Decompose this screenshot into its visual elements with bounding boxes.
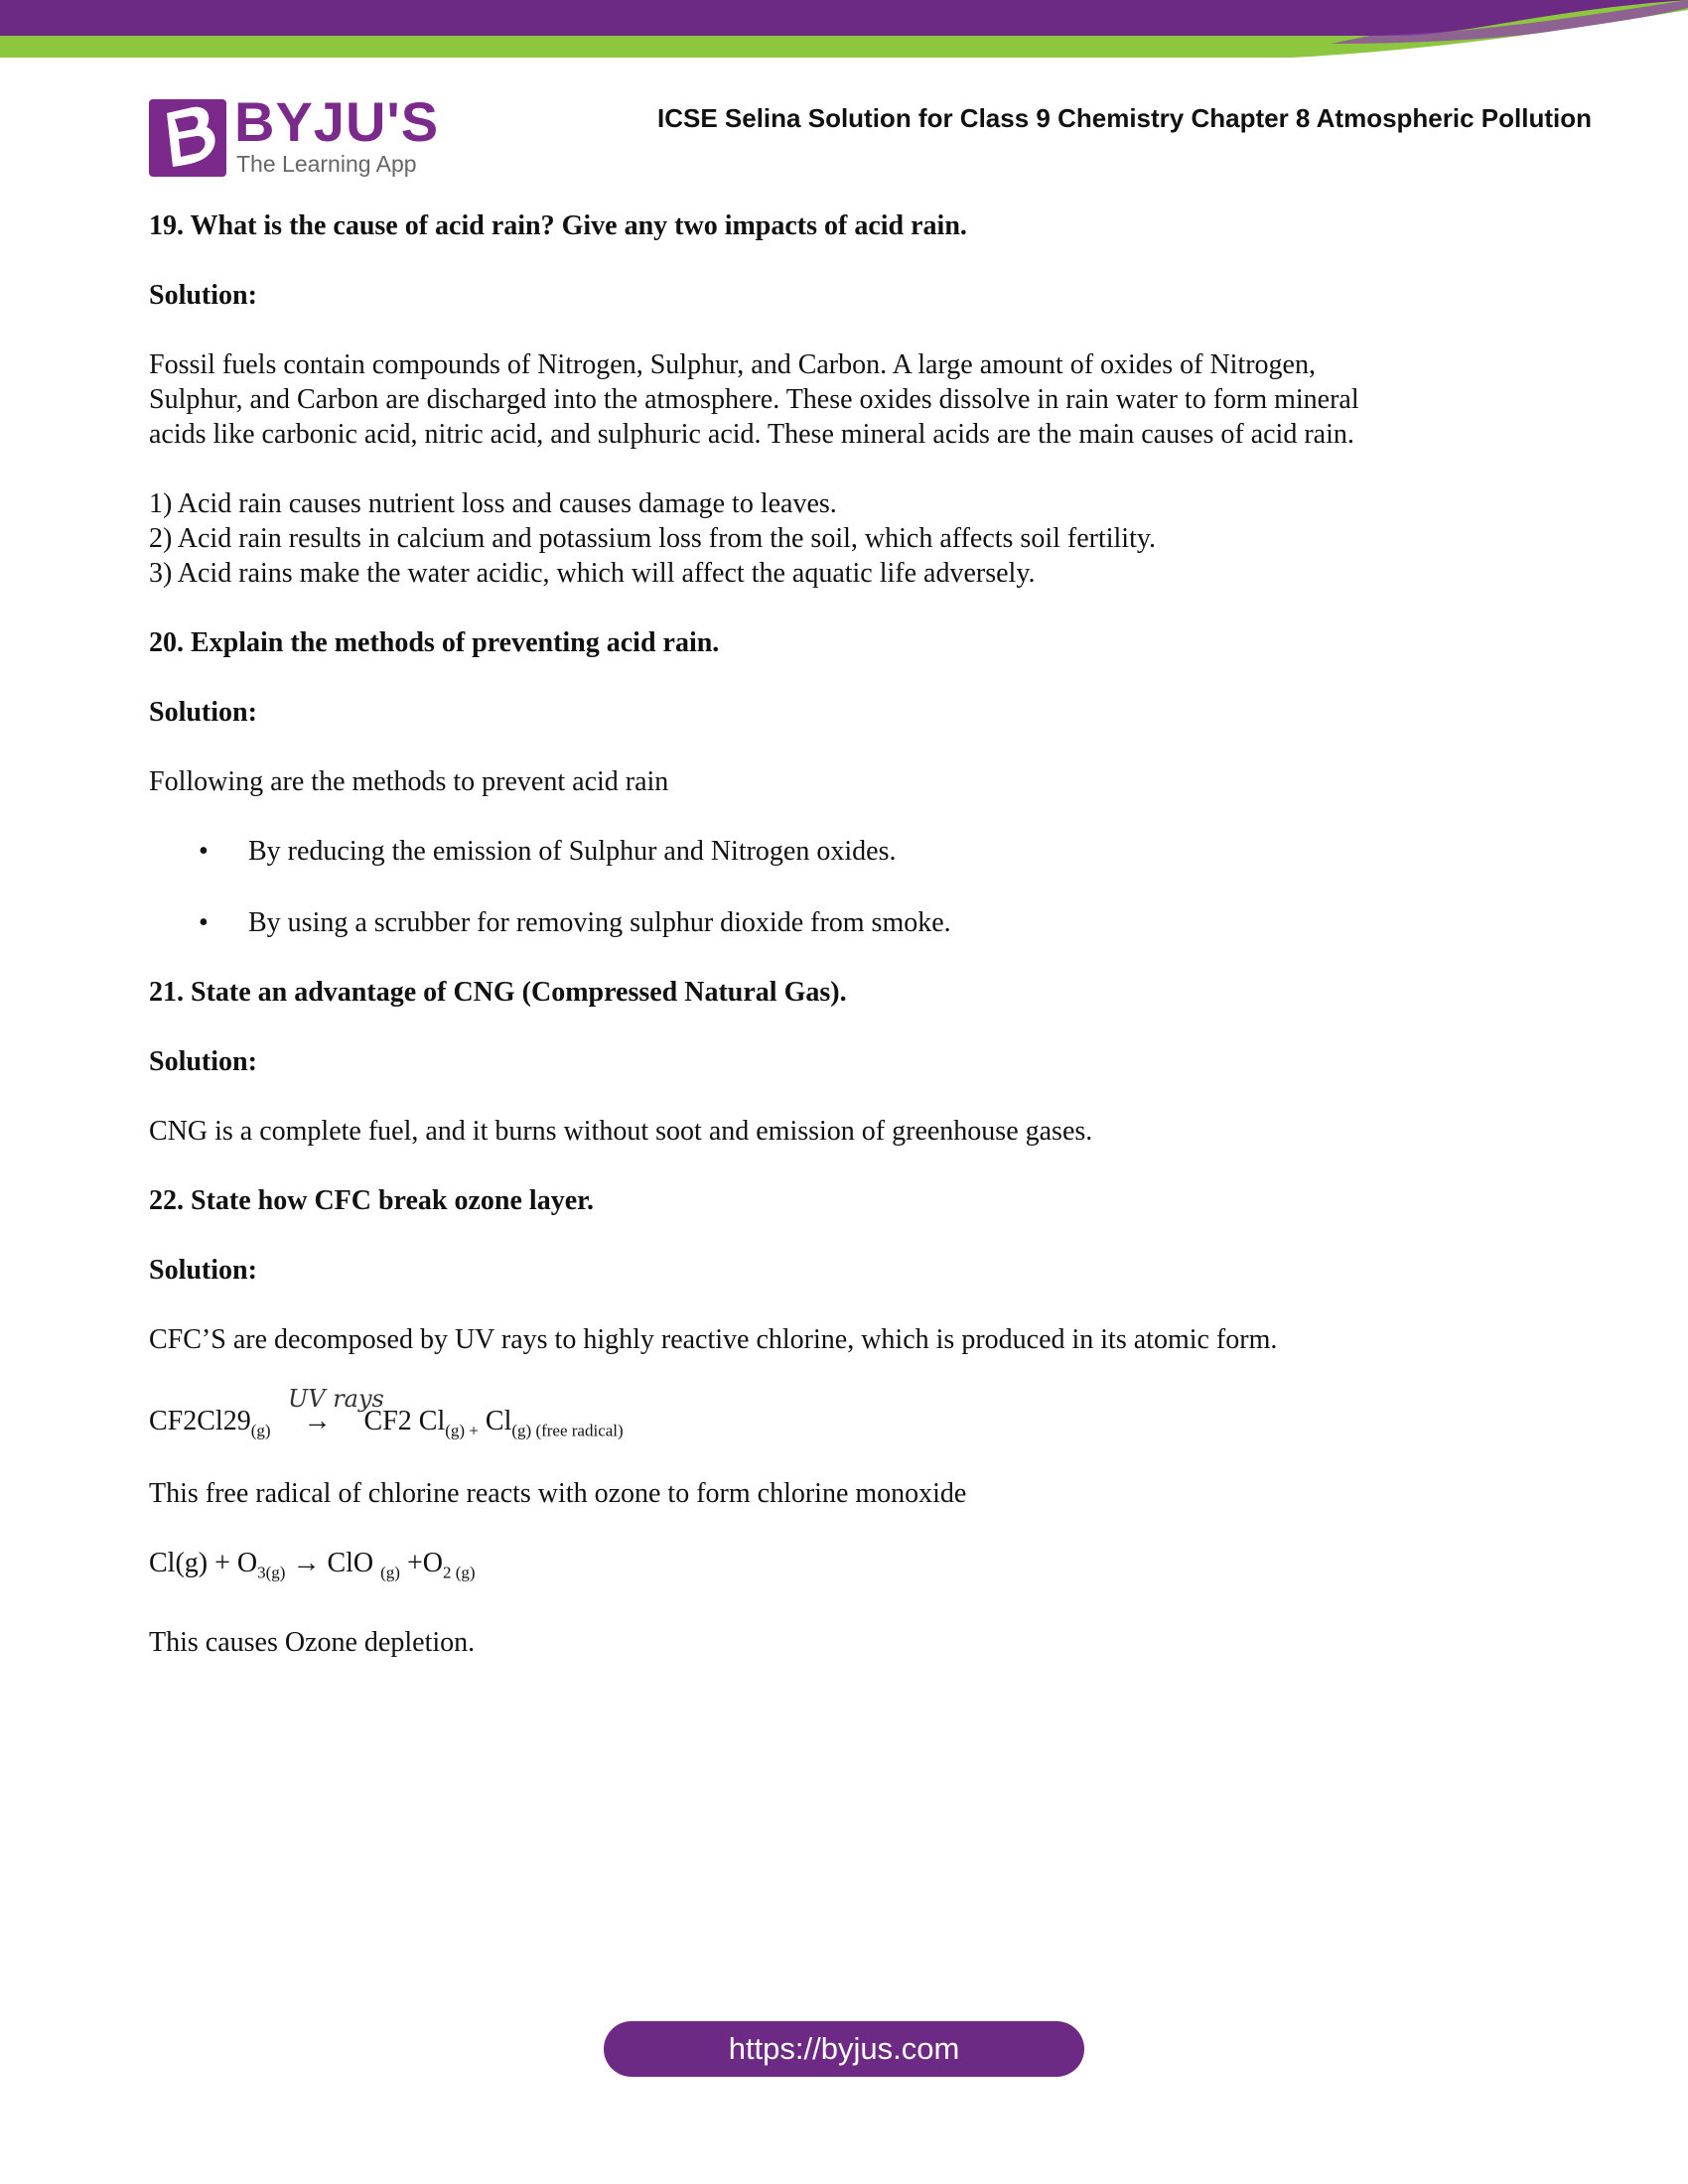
footer-url-link[interactable]: https://byjus.com — [604, 2021, 1084, 2077]
logo-mark — [149, 99, 226, 177]
impact-item: 1) Acid rain causes nutrient loss and causes damage to leaves. — [149, 488, 837, 519]
eq2-sub-3: 2 (g) — [442, 1563, 476, 1582]
impact-item: 3) Acid rains make the water acidic, which will affect the aquatic life adversely. — [149, 558, 1036, 589]
list-item — [149, 834, 1499, 869]
eq2-part-2: ClO — [327, 1548, 381, 1578]
eq2-part-3: +O — [406, 1548, 443, 1578]
eq2-part-1: Cl(g) + O — [149, 1548, 258, 1578]
q19-impacts-list — [149, 486, 1499, 591]
bullet-icon: • — [199, 836, 209, 867]
solution-label-19: Solution: — [149, 280, 257, 311]
q22-intro: CFC’S are decomposed by UV rays to highly reactive chlorine, which is produced in its atomic form. — [149, 1324, 1278, 1355]
document-body — [149, 208, 1499, 1695]
top-banner — [0, 0, 1688, 69]
question-19: 19. What is the cause of acid rain? Give any two impacts of acid rain. — [149, 210, 967, 241]
reaction-arrow-icon: → — [303, 1406, 332, 1436]
eq-product-2-state: (g) (free radical) — [511, 1421, 624, 1440]
logo-wordmark: BYJU'S — [234, 90, 440, 153]
question-21: 21. State an advantage of CNG (Compressed Natural Gas). — [149, 977, 847, 1008]
byjus-logo — [149, 90, 440, 179]
impact-item: 2) Acid rain results in calcium and potassium loss from the soil, which affects soil fertility. — [149, 523, 1157, 554]
list-item — [149, 905, 1499, 940]
paragraph-line: acids like carbonic acid, nitric acid, and sulphuric acid. These mineral acids are the main causes of acid rain. — [149, 419, 1354, 450]
paragraph-line: Sulphur, and Carbon are discharged into the atmosphere. These oxides dissolve in rain water to form mineral — [149, 384, 1359, 415]
eq-product-2: Cl — [485, 1406, 512, 1436]
q22-mid: This free radical of chlorine reacts with ozone to form chlorine monoxide — [149, 1478, 967, 1509]
solution-label-22: Solution: — [149, 1255, 257, 1286]
q20-intro: Following are the methods to prevent acid rain — [149, 766, 669, 797]
logo-tagline: The Learning App — [236, 151, 417, 177]
document-header-title: ICSE Selina Solution for Class 9 Chemistry Chapter 8 Atmospheric Pollution — [657, 103, 1592, 133]
eq-product-1: CF2 Cl — [363, 1406, 446, 1436]
list-item-text: By using a scrubber for removing sulphur dioxide from smoke. — [248, 907, 951, 938]
q19-paragraph — [149, 347, 1499, 452]
equation-ozone-reaction — [149, 1546, 1499, 1590]
q21-answer: CNG is a complete fuel, and it burns without soot and emission of greenhouse gases. — [149, 1116, 1093, 1147]
eq-reactant-state: (g) — [250, 1421, 271, 1440]
question-20: 20. Explain the methods of preventing acid rain. — [149, 627, 720, 658]
equation-cfc-decomposition — [149, 1382, 1499, 1441]
solution-label-21: Solution: — [149, 1046, 257, 1077]
reaction-arrow-icon: → — [292, 1548, 321, 1578]
q20-methods-list — [149, 834, 1499, 940]
solution-label-20: Solution: — [149, 697, 257, 728]
eq-reactant: CF2Cl29 — [149, 1406, 251, 1436]
equation-condition: UV rays — [288, 1385, 384, 1413]
bullet-icon: • — [199, 907, 209, 938]
question-22: 22. State how CFC break ozone layer. — [149, 1185, 594, 1216]
eq2-sub-2: (g) — [380, 1563, 400, 1582]
eq2-sub-1: 3(g) — [257, 1563, 286, 1582]
q22-conclusion: This causes Ozone depletion. — [149, 1626, 476, 1658]
eq-product-1-state: (g) + — [445, 1421, 479, 1440]
paragraph-line: Fossil fuels contain compounds of Nitrogen, Sulphur, and Carbon. A large amount of oxides of Nitrogen, — [149, 349, 1316, 380]
list-item-text: By reducing the emission of Sulphur and Nitrogen oxides. — [248, 836, 897, 867]
